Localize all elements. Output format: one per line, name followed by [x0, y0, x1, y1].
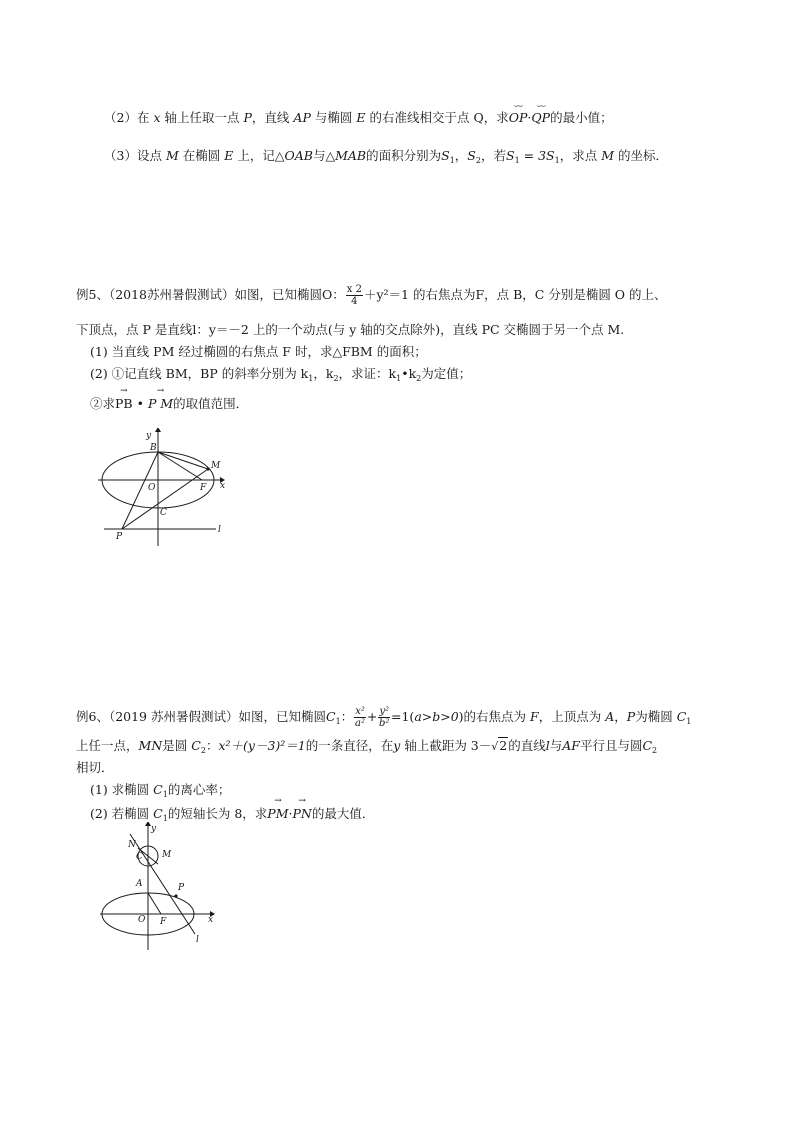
ex5-line-bf [158, 452, 202, 480]
q3-sub: 1 [514, 156, 520, 165]
ex6-sub: 1 [686, 717, 692, 726]
ex6-var-l: l [545, 738, 550, 753]
ex6-text: 是圆 [162, 738, 188, 753]
q2-dot: · [527, 110, 532, 125]
q3-number: （3） [104, 148, 137, 163]
ex6-dot: · [288, 806, 293, 821]
q2-text: 轴上任取一点 [164, 110, 240, 125]
q2-text: 在 [136, 110, 150, 125]
fraction-numerator: x 2 [346, 284, 362, 295]
ex5-y-arrow [155, 428, 161, 432]
ex6-text: ， [614, 709, 627, 724]
q2-var-q: Q [473, 110, 484, 125]
q3-text: ，求点 [559, 148, 598, 163]
q2-text: ，直线 [251, 110, 290, 125]
q3-sub: 1 [554, 156, 560, 165]
ex6-var-p: P [626, 709, 636, 724]
example-5-part-1: (1) 当直线 PM 经过椭圆的右焦点 F 时，求△FBM 的面积； [90, 344, 427, 359]
ex6-var-c1: C [153, 806, 163, 821]
ex6-sub: 2 [200, 746, 206, 755]
ex5-text: 为定值； [421, 366, 472, 381]
ex5-text: ②求 [90, 396, 116, 411]
q3-sub: 1 [449, 156, 455, 165]
ex6-text: 的一条直径，在 [305, 738, 394, 753]
ex5-point-m [206, 467, 209, 470]
q3-text: ，若 [480, 148, 506, 163]
fraction-numerator: y² [379, 706, 389, 717]
q3-text: 在椭圆 [182, 148, 221, 163]
q2-number: （2） [104, 110, 137, 125]
ex6-text: 上任一点， [76, 738, 139, 753]
ex6-var-f: F [530, 709, 539, 724]
vector-pm: → PM [267, 806, 288, 821]
q2-text: 与椭圆 [314, 110, 353, 125]
q3-text: 的坐标． [617, 148, 668, 163]
ex6-sqrt: 2 [499, 738, 508, 753]
q3-sub: 2 [475, 156, 481, 165]
ex6-fraction-x [354, 706, 366, 729]
fraction-denominator: a² [355, 718, 365, 729]
ex6-fraction-y [378, 706, 390, 729]
q3-cond: = 3S [519, 148, 555, 163]
ex6-circle-eq: x²＋(y－3)²＝1 [218, 738, 306, 753]
q3-var-s1: S [441, 148, 450, 163]
example-6-part-2 [90, 804, 374, 823]
ex6-var-c1: C [326, 709, 336, 724]
ex6-text: )的右焦点为 [458, 709, 527, 724]
ex5-sub: 1 [396, 374, 402, 383]
ex6-label-a: A [136, 879, 143, 889]
ex6-sub: 1 [162, 790, 168, 799]
vector-op: ⌣⌣ OP [509, 110, 528, 125]
ex5-text: 的取值范围． [173, 396, 249, 411]
example-6-line-3: 相切． [76, 760, 114, 775]
ex6-point-p [174, 894, 177, 897]
vector-qp: ⌣⌣ QP [531, 110, 550, 125]
q2-var-ap: AP [293, 110, 311, 125]
ex6-text: (1) 求椭圆 [90, 782, 150, 797]
ex6-label-o: O [138, 915, 146, 925]
ex6-plus: + [366, 709, 378, 724]
ex5-dot: • [132, 396, 148, 411]
q2-var-x: x [153, 110, 161, 125]
ex5-fraction [346, 284, 363, 307]
ex6-label-m: M [162, 850, 172, 860]
q3-var-m: M [601, 148, 614, 163]
fraction-denominator: b² [378, 718, 390, 729]
ex6-text: =1( [391, 709, 415, 724]
ex5-label-o: O [148, 483, 156, 493]
example-5-line-2: 下顶点，点 P 是直线l：y＝－2 上的一个动点(与 y 轴的交点除外)，直线 PC 交椭圆于另一个点 M. [76, 322, 625, 337]
ex6-var-c2: C [642, 738, 653, 753]
q3-var-e: E [224, 148, 234, 163]
ex6-var-c1: C [153, 782, 163, 797]
q3-cond: S [505, 148, 515, 163]
ex5-text: ，求证：k [338, 366, 397, 381]
ex5-text: •k [401, 366, 417, 381]
ex6-sub: 1 [335, 717, 341, 726]
ex5-sub: 2 [416, 374, 422, 383]
ex6-text: (2) 若椭圆 [90, 806, 150, 821]
ex6-var-mn: MN [138, 738, 163, 753]
ex6-figure [98, 822, 228, 952]
fraction-numerator: x² [355, 706, 365, 717]
q2-text: ，求 [483, 110, 509, 125]
ex5-label-f: F [200, 483, 207, 493]
ex6-var-c1: C [676, 709, 687, 724]
ex5-sub: 1 [308, 374, 314, 383]
q2-var-p: P [243, 110, 252, 125]
ex6-sub: 1 [162, 814, 168, 823]
q3-text: 上，记△ [237, 148, 285, 163]
ex5-text: ，k [313, 366, 334, 381]
example-6-part-1 [90, 780, 230, 799]
ex6-text: 为椭圆 [635, 709, 673, 724]
ex6-text: ： [205, 738, 219, 753]
ex6-label-c: C [136, 852, 143, 862]
ex6-var-c2: C [191, 738, 201, 753]
q2-var-e: E [356, 110, 366, 125]
q3-var-mab: MAB [335, 148, 367, 163]
ex6-var-af: AF [562, 738, 580, 753]
ex6-label-y: y [151, 824, 157, 834]
ex6-label-l: l [196, 935, 199, 945]
ex5-figure [94, 428, 234, 548]
vector-pm: → P M [148, 396, 173, 411]
ex6-text: 的直线 [508, 738, 546, 753]
q3-text: 与△ [312, 148, 336, 163]
ex6-text: 与 [549, 738, 563, 753]
ex6-text: 的短轴长为 8，求 [167, 806, 268, 821]
ex6-text: 平行且与圆 [579, 738, 643, 753]
vector-pn: → PN [292, 806, 311, 821]
question-2 [104, 108, 613, 126]
example-6-line-2: 上任一点，MN是圆 $C_2$：x²＋(y－3)²＝1的一条直径，在y 轴上截距为 3－√2的直线l与AF平行且与圆$C_2$ [76, 738, 658, 755]
question-3 [104, 146, 668, 165]
q3-var-s2: S [467, 148, 476, 163]
example-5-line-1 [76, 284, 667, 307]
example-5-part-2 [90, 364, 471, 383]
ex6-label-n: N [128, 840, 136, 850]
q3-text: 的面积分别为 [366, 148, 442, 163]
ex5-label-m: M [211, 461, 221, 471]
ex6-label-p: P [178, 883, 185, 893]
ex6-text: 的离心率； [167, 782, 231, 797]
ex6-line-af [148, 893, 161, 914]
ex5-label-l: l [218, 525, 221, 535]
example-6-line-1 [76, 706, 691, 729]
q2-text: 的最小值； [550, 110, 613, 125]
q2-text: 的右准线相交于点 [369, 110, 470, 125]
ex6-text: 轴上截距为 3－ [404, 738, 492, 753]
ex5-line-pm [122, 469, 208, 529]
q3-text: ， [454, 148, 468, 163]
q3-var-oab: OAB [284, 148, 313, 163]
ex5-label-c: C [160, 508, 167, 518]
ex6-var-a: A [605, 709, 615, 724]
vector-pb: → PB [115, 396, 133, 411]
q3-var-m: M [165, 148, 179, 163]
ex5-text: (2) ①记直线 BM，BP 的斜率分别为 k [90, 366, 309, 381]
ex6-var-y: y [393, 738, 401, 753]
ex6-text: ： [340, 709, 354, 724]
ex6-text: 的最大值． [311, 806, 375, 821]
ex6-text: ，上顶点为 [538, 709, 602, 724]
ex6-text: 例6、（2019 苏州暑假测试）如图，已知椭圆 [76, 709, 326, 724]
ex5-label-x: x [220, 481, 226, 491]
fraction-denominator: 4 [351, 296, 358, 307]
ex5-label-y: y [146, 431, 152, 441]
ex5-text: ＋y²＝1 的右焦点为F，点 B，C 分别是椭圆 O 的上、 [363, 287, 667, 302]
ex6-label-x: x [208, 915, 214, 925]
ex5-label-p: P [116, 532, 123, 542]
ex6-label-f: F [160, 917, 167, 927]
example-5-part-2b [90, 394, 248, 412]
ex5-text: 例5、（2018苏州暑假测试）如图，已知椭圆O： [76, 287, 345, 302]
ex6-sub: 2 [652, 746, 658, 755]
ex5-label-b: B [150, 443, 157, 453]
ex5-sub: 2 [333, 374, 339, 383]
ex6-condition: a>b>0 [414, 709, 459, 724]
q3-text: 设点 [136, 148, 162, 163]
